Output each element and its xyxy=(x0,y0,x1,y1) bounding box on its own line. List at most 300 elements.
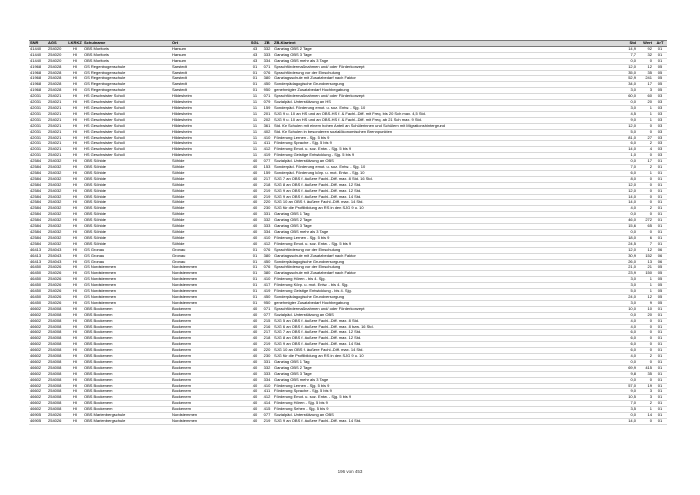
table-cell: 254021 xyxy=(47,100,67,106)
table-cell: 81,0 xyxy=(615,135,637,141)
table-cell: 0 xyxy=(637,129,653,135)
table-cell: HI xyxy=(67,294,83,300)
table-cell: GS Gronau xyxy=(83,253,171,259)
table-cell: 1 xyxy=(637,170,653,176)
table-cell: 254008 xyxy=(47,389,67,395)
table-cell: Förderung Geistige Entwicklung - Sjg. 5 bis 9 xyxy=(273,153,615,159)
table-cell: 01 xyxy=(249,277,261,283)
table-cell: Harsum xyxy=(171,58,249,64)
table-cell: 42584 xyxy=(29,218,47,224)
table-cell: 46602 xyxy=(29,383,47,389)
table-cell: Bockenem xyxy=(171,306,249,312)
table-cell: 8,0 xyxy=(615,176,637,182)
table-cell: GS Gronau xyxy=(83,247,171,253)
table-cell: Sprachfördermaßnahmen und/ oder Förderkonzept xyxy=(273,64,615,70)
table-cell: Ganztagsschule mit Zusatzbedarf nach Faktor xyxy=(273,271,615,277)
table-cell: 43 xyxy=(249,58,261,64)
table-cell: HI xyxy=(67,389,83,395)
table-cell: HI xyxy=(67,265,83,271)
table-cell: OBS Bockenem xyxy=(83,324,171,330)
table-cell: Bockenem xyxy=(171,312,249,318)
table-cell: 334 xyxy=(261,58,273,64)
table-cell: 254020 xyxy=(47,46,67,52)
table-cell: 60 xyxy=(637,94,653,100)
table-cell: OBS Söhlde xyxy=(83,170,171,176)
table-cell: 42031 xyxy=(29,147,47,153)
table-cell: 14,0 xyxy=(615,200,637,206)
table-cell: 21,0 xyxy=(615,265,637,271)
table-cell: OBS Bockenem xyxy=(83,330,171,336)
table-cell: 7,0 xyxy=(615,165,637,171)
table-cell: 40 xyxy=(249,188,261,194)
table-cell: 46602 xyxy=(29,359,47,365)
table-cell: 01 xyxy=(249,88,261,94)
table-cell: GS Nordstemmen xyxy=(83,294,171,300)
table-cell: 12,0 xyxy=(615,64,637,70)
table-cell: 35,0 xyxy=(615,70,637,76)
table-cell: OBS Söhlde xyxy=(83,235,171,241)
table-cell: OBS Söhlde xyxy=(83,159,171,165)
table-cell: 254021 xyxy=(47,105,67,111)
table-cell: Sozialpäd. Unterstützung an OBS xyxy=(273,312,615,318)
table-cell: 14,0 xyxy=(615,194,637,200)
table-cell: 254008 xyxy=(47,371,67,377)
table-cell: GS Nordstemmen xyxy=(83,265,171,271)
table-cell: HI xyxy=(67,194,83,200)
table-cell: 05 xyxy=(653,82,667,88)
table-cell: 219 xyxy=(261,419,273,425)
table-cell: GS Nordstemmen xyxy=(83,271,171,277)
table-cell: 46905 xyxy=(29,413,47,419)
table-cell: GS Regenbogenschule xyxy=(83,88,171,94)
table-cell: HI xyxy=(67,342,83,348)
table-cell: 411 xyxy=(261,389,273,395)
table-cell: 218 xyxy=(261,182,273,188)
table-cell: 6,0 xyxy=(615,330,637,336)
table-cell: 254026 xyxy=(47,300,67,306)
table-cell: 380 xyxy=(261,271,273,277)
table-cell: 01 xyxy=(653,359,667,365)
table-cell: 42031 xyxy=(29,117,47,123)
table-cell: Bockenem xyxy=(171,342,249,348)
table-cell: HI xyxy=(67,212,83,218)
table-cell: 4,0 xyxy=(615,324,637,330)
table-cell: 01 xyxy=(653,241,667,247)
table-cell: 2 xyxy=(637,401,653,407)
table-cell: 4,0 xyxy=(615,318,637,324)
table-cell: 331 xyxy=(261,359,273,365)
table-cell: 42584 xyxy=(29,170,47,176)
table-cell: 40 xyxy=(249,413,261,419)
table-cell: 254008 xyxy=(47,407,67,413)
table-cell: 40 xyxy=(249,365,261,371)
table-cell: 254008 xyxy=(47,359,67,365)
table-cell: 42031 xyxy=(29,129,47,135)
table-cell: 254008 xyxy=(47,354,67,360)
table-cell: 06 xyxy=(653,247,667,253)
table-cell: 159 xyxy=(261,105,273,111)
table-cell: 40 xyxy=(249,324,261,330)
table-cell: 0 xyxy=(637,419,653,425)
table-cell: Ganztag OBS 3 Tage xyxy=(273,52,615,58)
page-number: 196 von 453 xyxy=(337,469,363,474)
table-cell: HI xyxy=(67,318,83,324)
table-cell: 40 xyxy=(249,383,261,389)
table-cell: 41440 xyxy=(29,52,47,58)
table-cell: 950 xyxy=(261,300,273,306)
table-cell: Sarstedt xyxy=(171,76,249,82)
table-cell: 03 xyxy=(653,135,667,141)
table-cell: Förderung Lernen - Sjg. 5 bis 9 xyxy=(273,383,615,389)
table-cell: HI xyxy=(67,218,83,224)
table-cell: 9,8 xyxy=(615,371,637,377)
table-cell: 0 xyxy=(637,324,653,330)
table-cell: HS Geschwister Scholl xyxy=(83,141,171,147)
table-cell: 03 xyxy=(653,105,667,111)
table-cell: OBS Bockenem xyxy=(83,342,171,348)
table-cell: 0 xyxy=(637,176,653,182)
table-cell: Hildesheim xyxy=(171,105,249,111)
table-cell: HI xyxy=(67,324,83,330)
table-cell: 42584 xyxy=(29,241,47,247)
table-cell: 201 xyxy=(261,111,273,117)
table-cell: 14,0 xyxy=(615,419,637,425)
table-cell: OBS Bockenem xyxy=(83,401,171,407)
table-cell: 150 xyxy=(637,271,653,277)
table-cell: SJG 9 an OBS f. äußere Fachl.-Diff. max. 12 Std. xyxy=(273,188,615,194)
table-cell: 01 xyxy=(249,271,261,277)
table-cell: OBS Söhlde xyxy=(83,230,171,236)
table-cell: 412 xyxy=(261,395,273,401)
table-cell: 254008 xyxy=(47,312,67,318)
table-cell: 18,0 xyxy=(615,235,637,241)
table-cell: 254026 xyxy=(47,271,67,277)
table-cell: 12,0 xyxy=(615,247,637,253)
table-cell: Förderung Lernen - Sjg. 5 bis 9 xyxy=(273,135,615,141)
table-cell: 12,0 xyxy=(615,188,637,194)
table-cell: HI xyxy=(67,141,83,147)
table-cell: HS Geschwister Scholl xyxy=(83,147,171,153)
table-cell: 01 xyxy=(653,306,667,312)
table-cell: OBS Söhlde xyxy=(83,188,171,194)
table-cell: 12,0 xyxy=(615,182,637,188)
column-header: ZB xyxy=(261,41,273,47)
table-cell: 01 xyxy=(249,247,261,253)
table-cell: 254021 xyxy=(47,123,67,129)
table-cell: 7 xyxy=(637,241,653,247)
table-cell: 40 xyxy=(249,200,261,206)
table-cell: Hildesheim xyxy=(171,153,249,159)
table-cell: 42584 xyxy=(29,159,47,165)
table-cell: SJG 7 an OBS f. äußere Fachl.-Diff. max. 12 Std. xyxy=(273,330,615,336)
table-cell: 10,5 xyxy=(615,395,637,401)
table-cell: 254026 xyxy=(47,265,67,271)
table-cell: 4 xyxy=(637,147,653,153)
table-cell: Harsum xyxy=(171,46,249,52)
table-cell: SJG 7 an OBS f. äußere Fachl.-Diff. max. 8 Std. 16 Std. xyxy=(273,176,615,182)
table-cell: 077 xyxy=(261,312,273,318)
table-cell: 01 xyxy=(653,230,667,236)
table-cell: 11 xyxy=(249,147,261,153)
table-cell: 01 xyxy=(653,58,667,64)
table-cell: 3 xyxy=(637,88,653,94)
table-cell: 01 xyxy=(653,218,667,224)
table-cell: 0,0 xyxy=(615,413,637,419)
table-cell: Sozialpäd. Unterstützung an OBS xyxy=(273,413,615,419)
table-cell: HI xyxy=(67,70,83,76)
table-cell: Ganztag OBS mehr als 3 Tage xyxy=(273,230,615,236)
table-cell: 153 xyxy=(261,165,273,171)
table-cell: 219 xyxy=(261,188,273,194)
report-sheet xyxy=(29,40,667,425)
table-cell: 411 xyxy=(261,141,273,147)
table-cell: 0 xyxy=(637,230,653,236)
table-cell: 42031 xyxy=(29,135,47,141)
table-cell: HI xyxy=(67,365,83,371)
table-cell: 40 xyxy=(249,182,261,188)
table-cell: 332 xyxy=(261,218,273,224)
table-cell: 076 xyxy=(261,265,273,271)
table-cell: 333 xyxy=(261,224,273,230)
table-cell: 05 xyxy=(653,289,667,295)
table-cell: 254008 xyxy=(47,336,67,342)
table-cell: 01 xyxy=(653,206,667,212)
table-cell: Sarstedt xyxy=(171,70,249,76)
table-cell: HI xyxy=(67,371,83,377)
table-cell: GS Nordstemmen xyxy=(83,289,171,295)
table-cell: 40 xyxy=(249,336,261,342)
table-cell: HI xyxy=(67,377,83,383)
table-cell: Ganztag OBS 2 Tage xyxy=(273,218,615,224)
table-cell: HI xyxy=(67,206,83,212)
table-cell: SJG 9 an OBS f. äußere Fachl.-Diff. max. 14 Std. xyxy=(273,342,615,348)
table-cell: OBS Bockenem xyxy=(83,407,171,413)
table-cell: Ganztag OBS 3 Tage xyxy=(273,224,615,230)
table-cell: 05 xyxy=(653,64,667,70)
table-cell: Bockenem xyxy=(171,354,249,360)
table-cell: 01 xyxy=(249,300,261,306)
table-cell: 40 xyxy=(249,318,261,324)
table-cell: 254020 xyxy=(47,58,67,64)
table-cell: 415 xyxy=(261,407,273,413)
table-cell: 254028 xyxy=(47,88,67,94)
table-cell: Förderung Emot. u. soz. Entw. - Sjg. 5 bis 9 xyxy=(273,147,615,153)
table-cell: Hildesheim xyxy=(171,135,249,141)
table-cell: 0,0 xyxy=(615,230,637,236)
table-cell: 01 xyxy=(249,76,261,82)
table-cell: 0,0 xyxy=(615,312,637,318)
table-cell: 40 xyxy=(249,342,261,348)
table-cell: HI xyxy=(67,88,83,94)
table-cell: HI xyxy=(67,259,83,265)
table-cell: 20 xyxy=(637,312,653,318)
table-cell: 6 xyxy=(637,235,653,241)
table-cell: 01 xyxy=(249,70,261,76)
table-cell: 11 xyxy=(249,105,261,111)
table-cell: 220 xyxy=(261,348,273,354)
table-cell: 01 xyxy=(653,413,667,419)
table-cell: OBS Söhlde xyxy=(83,224,171,230)
table-cell: 03 xyxy=(653,111,667,117)
table-cell: Sarstedt xyxy=(171,82,249,88)
table-cell: Söhlde xyxy=(171,206,249,212)
table-cell: 41968 xyxy=(29,76,47,82)
table-cell: Förderung Sprache - Sjg. 5 bis 9 xyxy=(273,389,615,395)
table-cell: 254026 xyxy=(47,277,67,283)
table-cell: GS Nordstemmen xyxy=(83,277,171,283)
table-cell: 41968 xyxy=(29,70,47,76)
table-cell: 46602 xyxy=(29,354,47,360)
table-cell: Söhlde xyxy=(171,235,249,241)
table-cell: 332 xyxy=(261,365,273,371)
table-cell: Ganztagsschule mit Zusatzbedarf nach Faktor xyxy=(273,253,615,259)
table-cell: 254026 xyxy=(47,283,67,289)
table-cell: OBS Bockenem xyxy=(83,336,171,342)
table-cell: 42031 xyxy=(29,141,47,147)
table-cell: OBS Bockenem xyxy=(83,389,171,395)
table-cell: 42031 xyxy=(29,111,47,117)
table-cell: OBS Moritoris xyxy=(83,58,171,64)
table-cell: OBS Bockenem xyxy=(83,348,171,354)
table-cell: OBS Bockenem xyxy=(83,318,171,324)
table-cell: 40 xyxy=(249,212,261,218)
table-cell: 0,0 xyxy=(615,377,637,383)
column-header: ZB-Klartext xyxy=(273,41,615,47)
table-cell: HI xyxy=(67,188,83,194)
table-cell: 42584 xyxy=(29,165,47,171)
table-cell: HI xyxy=(67,200,83,206)
table-cell: 6,0 xyxy=(615,141,637,147)
table-cell: 254032 xyxy=(47,200,67,206)
table-cell: HI xyxy=(67,170,83,176)
table-cell: 412 xyxy=(261,147,273,153)
table-cell: 15,6 xyxy=(615,224,637,230)
table-cell: 254026 xyxy=(47,294,67,300)
table-cell: 40 xyxy=(249,224,261,230)
table-cell: HI xyxy=(67,419,83,425)
table-cell: HI xyxy=(67,407,83,413)
table-cell: 40 xyxy=(249,194,261,200)
table-cell: 03 xyxy=(653,129,667,135)
table-cell: Söhlde xyxy=(171,218,249,224)
table-cell: 40 xyxy=(249,377,261,383)
table-cell: Sprachfördermaßnahmen und/ oder Förderkonzept xyxy=(273,306,615,312)
table-cell: HI xyxy=(67,100,83,106)
table-cell: 254032 xyxy=(47,159,67,165)
table-cell: 410 xyxy=(261,277,273,283)
table-cell: 46905 xyxy=(29,419,47,425)
column-header: Std xyxy=(615,41,637,47)
table-cell: 450 xyxy=(261,294,273,300)
table-cell: 46602 xyxy=(29,401,47,407)
table-cell: HI xyxy=(67,271,83,277)
table-cell: 40 xyxy=(249,312,261,318)
table-cell: 254032 xyxy=(47,176,67,182)
table-cell: 3,0 xyxy=(615,283,637,289)
table-cell: OBS Söhlde xyxy=(83,176,171,182)
table-cell: HI xyxy=(67,76,83,82)
table-cell: 42584 xyxy=(29,182,47,188)
table-cell: 272 xyxy=(637,218,653,224)
table-cell: 01 xyxy=(653,170,667,176)
table-cell: 03 xyxy=(653,153,667,159)
table-cell: 40 xyxy=(249,354,261,360)
table-cell: 1 xyxy=(637,407,653,413)
table-cell: 52,9 xyxy=(615,76,637,82)
table-cell: HS Geschwister Scholl xyxy=(83,105,171,111)
table-cell: 0 xyxy=(637,342,653,348)
table-cell: 01 xyxy=(653,354,667,360)
table-cell: HI xyxy=(67,64,83,70)
table-cell: Gronau xyxy=(171,247,249,253)
table-cell: Förderung Sprache - Sjg. 5 bis 9 xyxy=(273,141,615,147)
table-cell: Söhlde xyxy=(171,194,249,200)
table-cell: 254021 xyxy=(47,141,67,147)
table-cell: 40 xyxy=(249,359,261,365)
table-cell: 254008 xyxy=(47,324,67,330)
table-cell: 11 xyxy=(249,153,261,159)
table-cell: SJG 9 an OBS f. äußere Fachl.-Diff. max. 14 Std. xyxy=(273,419,615,425)
table-cell: HS Geschwister Scholl xyxy=(83,129,171,135)
table-cell: 1,0 xyxy=(615,153,637,159)
table-cell: 01 xyxy=(653,235,667,241)
table-cell: 42031 xyxy=(29,123,47,129)
table-cell: HI xyxy=(67,58,83,64)
table-cell: 01 xyxy=(653,401,667,407)
table-cell: HI xyxy=(67,300,83,306)
table-cell: Hildesheim xyxy=(171,147,249,153)
table-cell: 216 xyxy=(261,324,273,330)
table-cell: 03 xyxy=(653,141,667,147)
table-cell: 01 xyxy=(653,419,667,425)
table-cell: 410 xyxy=(261,235,273,241)
table-cell: 254032 xyxy=(47,165,67,171)
table-cell: 40 xyxy=(249,348,261,354)
table-cell: Nordstemmen xyxy=(171,277,249,283)
table-cell: 6,0 xyxy=(615,170,637,176)
table-cell: 46450 xyxy=(29,300,47,306)
table-cell: 46450 xyxy=(29,271,47,277)
table-cell: 3,0 xyxy=(615,300,637,306)
table-cell: Nordstemmen xyxy=(171,283,249,289)
table-cell: HI xyxy=(67,289,83,295)
table-cell: HI xyxy=(67,359,83,365)
table-cell: 254021 xyxy=(47,147,67,153)
table-cell: Sprachförderung vor der Einschulung xyxy=(273,247,615,253)
table-cell: Bockenem xyxy=(171,389,249,395)
table-cell: 215 xyxy=(261,318,273,324)
table-cell: Nordstemmen xyxy=(171,265,249,271)
table-cell: Bockenem xyxy=(171,336,249,342)
table-cell: 30,9 xyxy=(615,253,637,259)
table-cell: 402 xyxy=(261,129,273,135)
table-cell: 27 xyxy=(637,135,653,141)
table-cell: 01 xyxy=(653,212,667,218)
table-cell: Bockenem xyxy=(171,348,249,354)
table-cell: 152 xyxy=(637,253,653,259)
table-cell: HS Geschwister Scholl xyxy=(83,117,171,123)
table-cell: 06 xyxy=(653,253,667,259)
table-cell: HI xyxy=(67,153,83,159)
table-cell: 071 xyxy=(261,306,273,312)
table-cell: HS Geschwister Scholl xyxy=(83,94,171,100)
table-cell: Hildesheim xyxy=(171,100,249,106)
table-cell: 0 xyxy=(637,359,653,365)
table-cell: 01 xyxy=(653,371,667,377)
table-cell: 24,5 xyxy=(615,241,637,247)
table-cell: Söhlde xyxy=(171,224,249,230)
table-cell: 0 xyxy=(637,336,653,342)
